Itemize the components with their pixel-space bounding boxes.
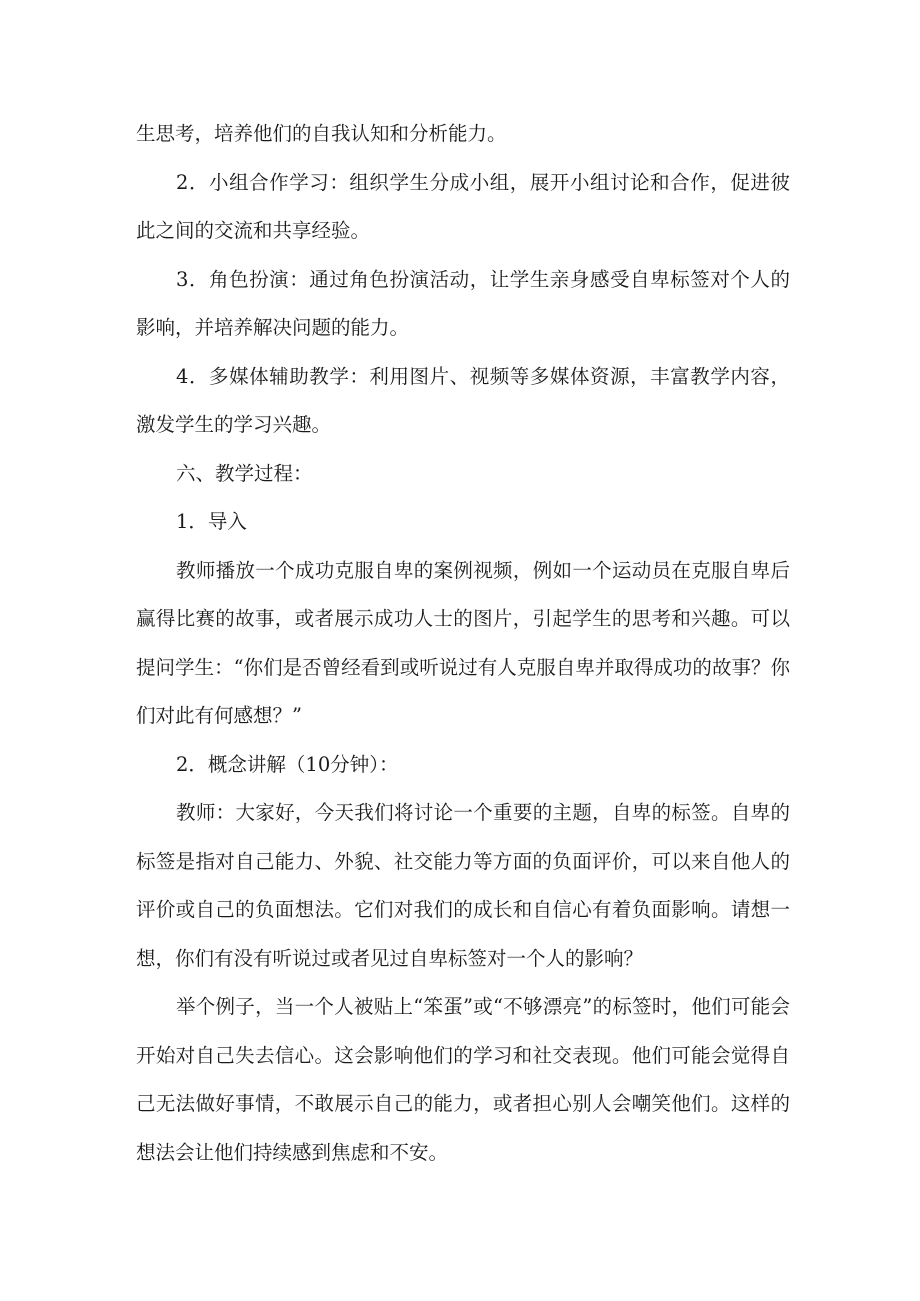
paragraph-teacher-speech: 教师：大家好，今天我们将讨论一个重要的主题，自卑的标签。自卑的标签是指对自己能力、外貌、社交能力等方面的负面评价，可以来自他人的评价或自己的负面想法。它们对我们的成长和自信心有着负面影响。请想一想，你们有没有听说过或者见过自卑标签对一个人的影响？	[136, 801, 790, 970]
paragraph-item-3: 3．角色扮演：通过角色扮演活动，让学生亲身感受自卑标签对个人的影响，并培养解决问题的能力。	[136, 267, 790, 339]
paragraph-example: 举个例子，当一个人被贴上“笨蛋”或“不够漂亮”的标签时，他们可能会开始对自己失去信心。这会影响他们的学习和社交表现。他们可能会觉得自己无法做好事情，不敢展示自己的能力，或者担心别人会嘲笑他们。这样的想法会让他们持续感到焦虑和不安。	[136, 995, 790, 1164]
paragraph-introduction: 教师播放一个成功克服自卑的案例视频，例如一个运动员在克服自卑后赢得比赛的故事，或者展示成功人士的图片，引起学生的思考和兴趣。可以提问学生：“你们是否曾经看到或听说过有人克服自卑并取得成功的故事？你们对此有何感想？”	[136, 558, 790, 727]
section-heading-teaching-process: 六、教学过程：	[176, 461, 313, 485]
paragraph-item-2: 2．小组合作学习：组织学生分成小组，展开小组讨论和合作，促进彼此之间的交流和共享经验。	[136, 170, 790, 242]
paragraph-item-4: 4．多媒体辅助教学：利用图片、视频等多媒体资源，丰富教学内容，激发学生的学习兴趣。	[136, 364, 790, 436]
subheading-introduction: 1．导入	[176, 510, 247, 533]
document-body	[136, 110, 790, 1177]
subheading-concept-explanation: 2．概念讲解（10分钟）：	[176, 752, 399, 776]
paragraph-continuation: 生思考，培养他们的自我认知和分析能力。	[136, 122, 507, 145]
